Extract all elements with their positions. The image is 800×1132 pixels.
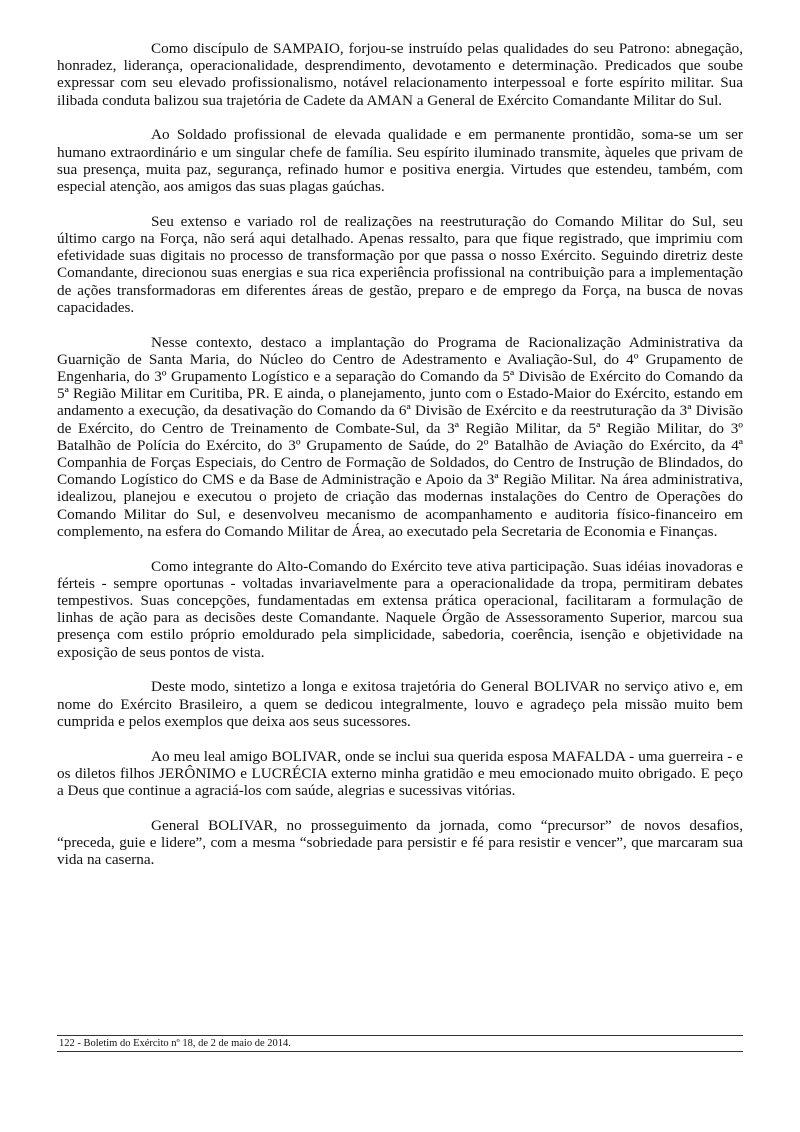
paragraph-5: Como integrante do Alto-Comando do Exército teve ativa participação. Suas idéias inovadoras e férteis - sempre oportunas - voltadas invariavelmente para a operacionalidade da tropa, permitiram debates tempestivos. Suas concepções, fundamentadas em extensa prática operacional, facilitaram a formulação de linhas de ação para as decisões deste Comandante. Naquele Órgão de Assessoramento Superior, marcou sua presença com estilo próprio emoldurado pela simplicidade, sabedoria, coerência, isenção e objetividade na exposição de seus pontos de vista.: [57, 557, 743, 661]
paragraph-2: Ao Soldado profissional de elevada qualidade e em permanente prontidão, soma-se um ser humano extraordinário e um singular chefe de família. Seu espírito iluminado transmite, àqueles que privam de sua presença, muita paz, segurança, refinado humor e positiva energia. Virtudes que estendeu, também, com especial atenção, aos amigos das suas plagas gaúchas.: [57, 126, 743, 196]
paragraph-3: Seu extenso e variado rol de realizações na reestruturação do Comando Militar do Sul, seu último cargo na Força, não será aqui detalhado. Apenas ressalto, para que fique registrado, que imprimiu com efetividade suas digitais no processo de transformação por que passa o nosso Exército. Seguindo diretriz deste Comandante, direcionou suas energias e sua rica experiência profissional na contribuição para a implementação de ações transformadoras em diferentes áreas de gestão, preparo e de emprego da Força, na busca de novas capacidades.: [57, 212, 743, 316]
document-body: [57, 40, 743, 886]
paragraph-6: Deste modo, sintetizo a longa e exitosa trajetória do General BOLIVAR no serviço ativo e, em nome do Exército Brasileiro, a quem se dedicou integralmente, louvo e agradeço pela missão muito bem cumprida e pelos exemplos que deixa aos seus sucessores.: [57, 678, 743, 730]
paragraph-8: General BOLIVAR, no prosseguimento da jornada, como “precursor” de novos desafios, “preceda, guie e lidere”, com a mesma “sobriedade para persistir e fé para resistir e vencer”, que marcaram sua vida na caserna.: [57, 816, 743, 869]
paragraph-4: Nesse contexto, destaco a implantação do Programa de Racionalização Administrativa da Guarnição de Santa Maria, do Núcleo do Centro de Adestramento e Avaliação-Sul, do 4º Grupamento de Engenharia, do 3º Grupamento Logístico e a separação do Comando da 5ª Divisão de Exército do Comando da 5ª Região Militar em Curitiba, PR. E ainda, o planejamento, junto com o Estado-Maior do Exército, estando em andamento a execução, da desativação do Comando da 6ª Divisão de Exército e da reestruturação da 3ª Divisão de Exército, do Centro de Treinamento de Combate-Sul, da 3ª Região Militar, da 5ª Região Militar, do 3º Batalhão de Polícia do Exército, do 3º Grupamento de Saúde, do 2º Batalhão de Aviação do Exército, da 4ª Companhia de Forças Especiais, do Centro de Formação de Soldados, do Centro de Instrução de Blindados, do Comando Logístico do CMS e da Base de Administração e Apoio da 3ª Região Militar. Na área administrativa, idealizou, planejou e executou o projeto de criação das modernas instalações do Centro de Operações do Comando Militar do Sul, e desenvolveu mecanismo de acompanhamento e auditoria físico-financeiro em complemento, na esfera do Comando Militar de Área, ao executado pela Secretaria de Economia e Finanças.: [57, 333, 743, 540]
page-footer: 122 - Boletim do Exército nº 18, de 2 de maio de 2014.: [57, 1035, 743, 1052]
paragraph-1: Como discípulo de SAMPAIO, forjou-se instruído pelas qualidades do seu Patrono: abnegação, honradez, liderança, operacionalidade, desprendimento, devotamento e determinação. Predicados que soube expressar com seu elevado profissionalismo, notável relacionamento interpessoal e forte espírito militar. Sua ilibada conduta balizou sua trajetória de Cadete da AMAN a General de Exército Comandante Militar do Sul.: [57, 40, 743, 109]
paragraph-7: Ao meu leal amigo BOLIVAR, onde se inclui sua querida esposa MAFALDA - uma guerreira - e os diletos filhos JERÔNIMO e LUCRÉCIA externo minha gratidão e meu emocionado muito obrigado. E peço a Deus que continue a agraciá-los com saúde, alegrias e sucessivas vitórias.: [57, 747, 743, 800]
